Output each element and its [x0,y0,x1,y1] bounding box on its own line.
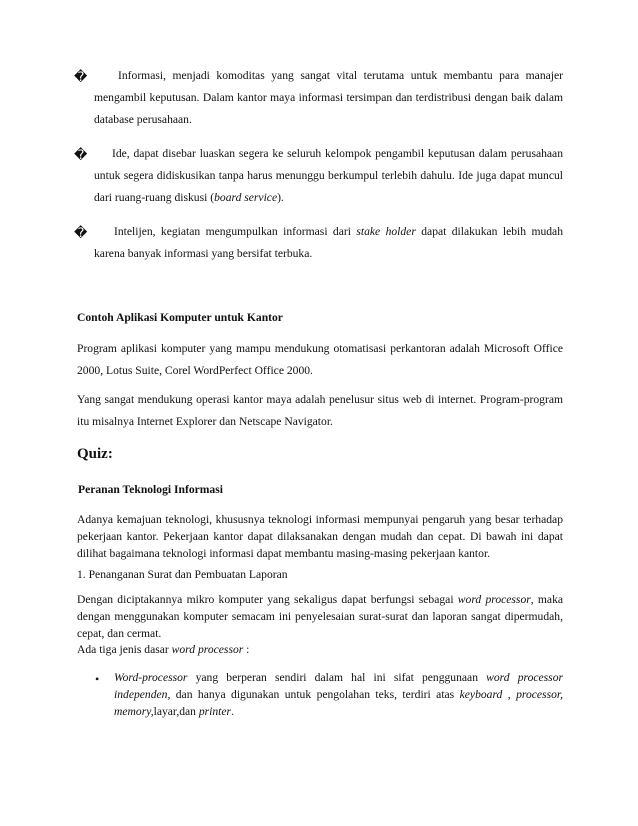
paragraph-program-aplikasi: Program aplikasi komputer yang mampu mendukung otomatisasi perkantoran adalah Microsoft Office 2000, Lotus Suite, Corel WordPerfect Office 2000. [77,342,563,377]
bullet-paragraph-intelijen: Intelijen, kegiatan mengumpulkan informasi dari stake holder dapat dilakukan lebih mudah karena banyak informasi yang bersifat terbuka. [94,225,563,260]
section-heading: Contoh Aplikasi Komputer untuk Kantor [77,311,283,324]
numbered-item-1: 1. Penanganan Surat dan Pembuatan Laporan [77,568,288,581]
paragraph-mikro-komputer: Dengan diciptakannya mikro komputer yang sekaligus dapat berfungsi sebagai word processor, maka dengan menggunakan komputer semacam ini penyelesaian surat-surat dan laporan sangat dipermudah, cepat, dan cermat. [77,593,564,640]
bullet-paragraph-informasi: Informasi, menjadi komoditas yang sangat vital terutama untuk membantu para manajer mengambil keputusan. Dalam kantor maya informasi tersimpan dan terdistribusi dengan baik dalam database perusahaan. [94,69,563,126]
paragraph-kemajuan-teknologi: Adanya kemajuan teknologi, khususnya teknologi informasi mempunyai pengaruh yang besar terhadap pekerjaan kantor. Pekerjaan kantor dapat dilaksanakan dengan mudah dan cepat. Di bawah ini dapat dilihat bagaimana teknologi informasi dapat membantu masing-masing pekerjaan kantor. [77,513,563,560]
bullet-glyph-2: � [74,148,88,163]
list-item-word-processor: Word-processor yang berperan sendiri dalam hal ini sifat penggunaan word processor independen, dan hanya digunakan untuk pengolahan teks, terdiri atas keyboard , processor, memory,layar,dan printer. [114,671,564,718]
quiz-title: Quiz: [77,446,113,462]
bullet-glyph-1: � [74,70,88,85]
paragraph-tiga-jenis: Ada tiga jenis dasar word processor : [77,643,250,656]
bullet-glyph-3: � [74,226,88,241]
bullet-paragraph-ide: Ide, dapat disebar luaskan segera ke seluruh kelompok pengambil keputusan dalam perusahaan untuk segera didiskusikan tanpa harus menunggu berkumpul terlebih dahulu. Ide juga dapat muncul dari ruang-ruang diskusi (board service). [94,147,563,204]
quiz-subtitle: Peranan Teknologi Informasi [78,483,223,496]
list-bullet-dot: • [95,672,100,686]
paragraph-kantor-maya: Yang sangat mendukung operasi kantor maya adalah penelusur situs web di internet. Program-program itu misalnya Internet Explorer dan Netscape Navigator. [77,393,563,428]
